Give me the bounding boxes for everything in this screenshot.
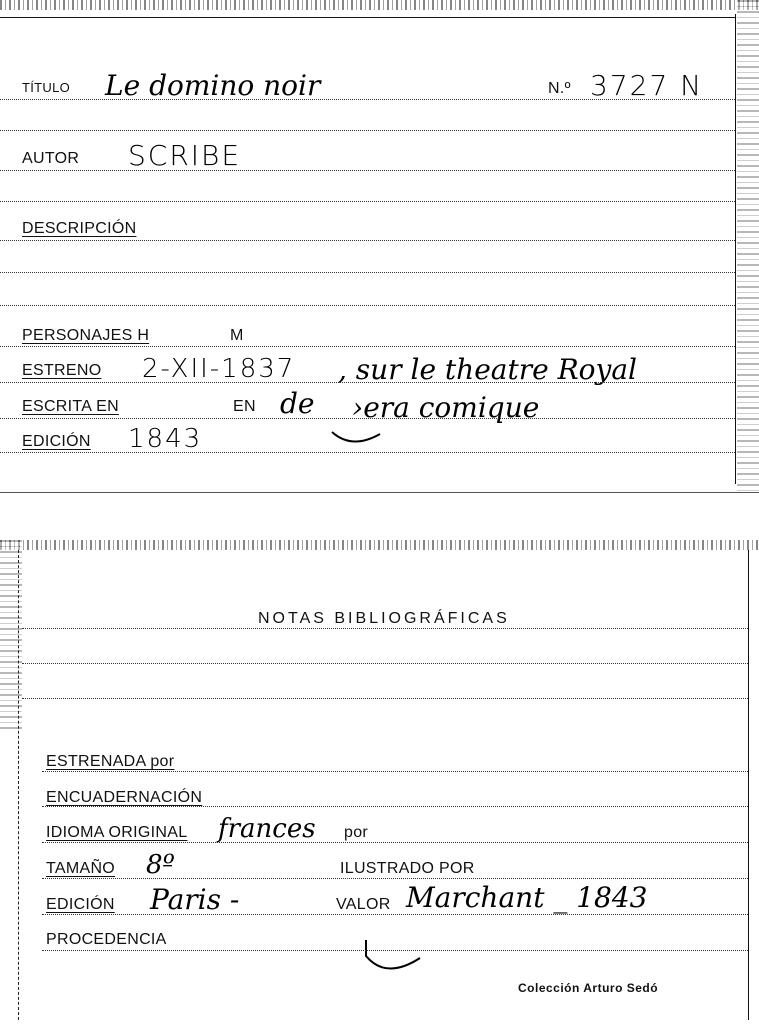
notas-title: NOTAS BIBLIOGRÁFICAS	[258, 610, 510, 627]
valor-label: VALOR	[336, 896, 391, 913]
card-left-border	[18, 550, 19, 1020]
valor-value: Marchant _ 1843	[406, 881, 648, 914]
numero-label: N.º	[548, 80, 571, 97]
pencil-mark-back	[360, 938, 430, 980]
estrenada-label: ESTRENADA por	[46, 753, 175, 770]
escrita-en-label: EN	[233, 398, 256, 415]
personajes-label: PERSONAJES H	[22, 327, 150, 344]
tamano-value: 8º	[146, 850, 175, 880]
escrita-value-b: ›era comique	[352, 391, 540, 424]
titulo-label: TÍTULO	[22, 80, 71, 95]
card-right-border	[748, 550, 749, 1020]
catalog-card-back	[0, 540, 759, 1028]
autor-value: SCRIBE	[128, 139, 242, 172]
pencil-mark-front	[328, 428, 384, 450]
procedencia-label: PROCEDENCIA	[46, 931, 167, 948]
idioma-value: frances	[218, 814, 316, 844]
card-right-border	[735, 14, 736, 484]
catalog-card-front	[0, 0, 759, 494]
encuadernacion-label: ENCUADERNACIÓN	[46, 789, 203, 806]
idioma-por-label: por	[344, 824, 369, 841]
titulo-value: Le domino noir	[105, 69, 321, 102]
estreno-value: 2-XII-1837	[142, 354, 296, 384]
edicion-value: 1843	[128, 424, 203, 454]
card-top-border	[0, 17, 735, 18]
collection-stamp: Colección Arturo Sedó	[518, 981, 659, 995]
edicion-label: EDICIÓN	[22, 433, 91, 450]
edicion-back-value: Paris -	[150, 883, 240, 916]
tamano-label: TAMAÑO	[46, 860, 116, 877]
autor-label: AUTOR	[22, 150, 80, 167]
numero-value: 3727 N	[590, 69, 704, 102]
edicion-back-label: EDICIÓN	[46, 896, 115, 913]
estreno-note: , sur le theatre Royal	[338, 353, 637, 386]
descripcion-label: DESCRIPCIÓN	[22, 220, 137, 237]
personajes-m-label: M	[230, 327, 244, 344]
ilustrado-label: ILUSTRADO POR	[340, 860, 475, 877]
escrita-label: ESCRITA EN	[22, 398, 119, 415]
escrita-value-a: de	[280, 387, 315, 420]
idioma-label: IDIOMA ORIGINAL	[46, 824, 188, 841]
estreno-label: ESTRENO	[22, 362, 102, 379]
